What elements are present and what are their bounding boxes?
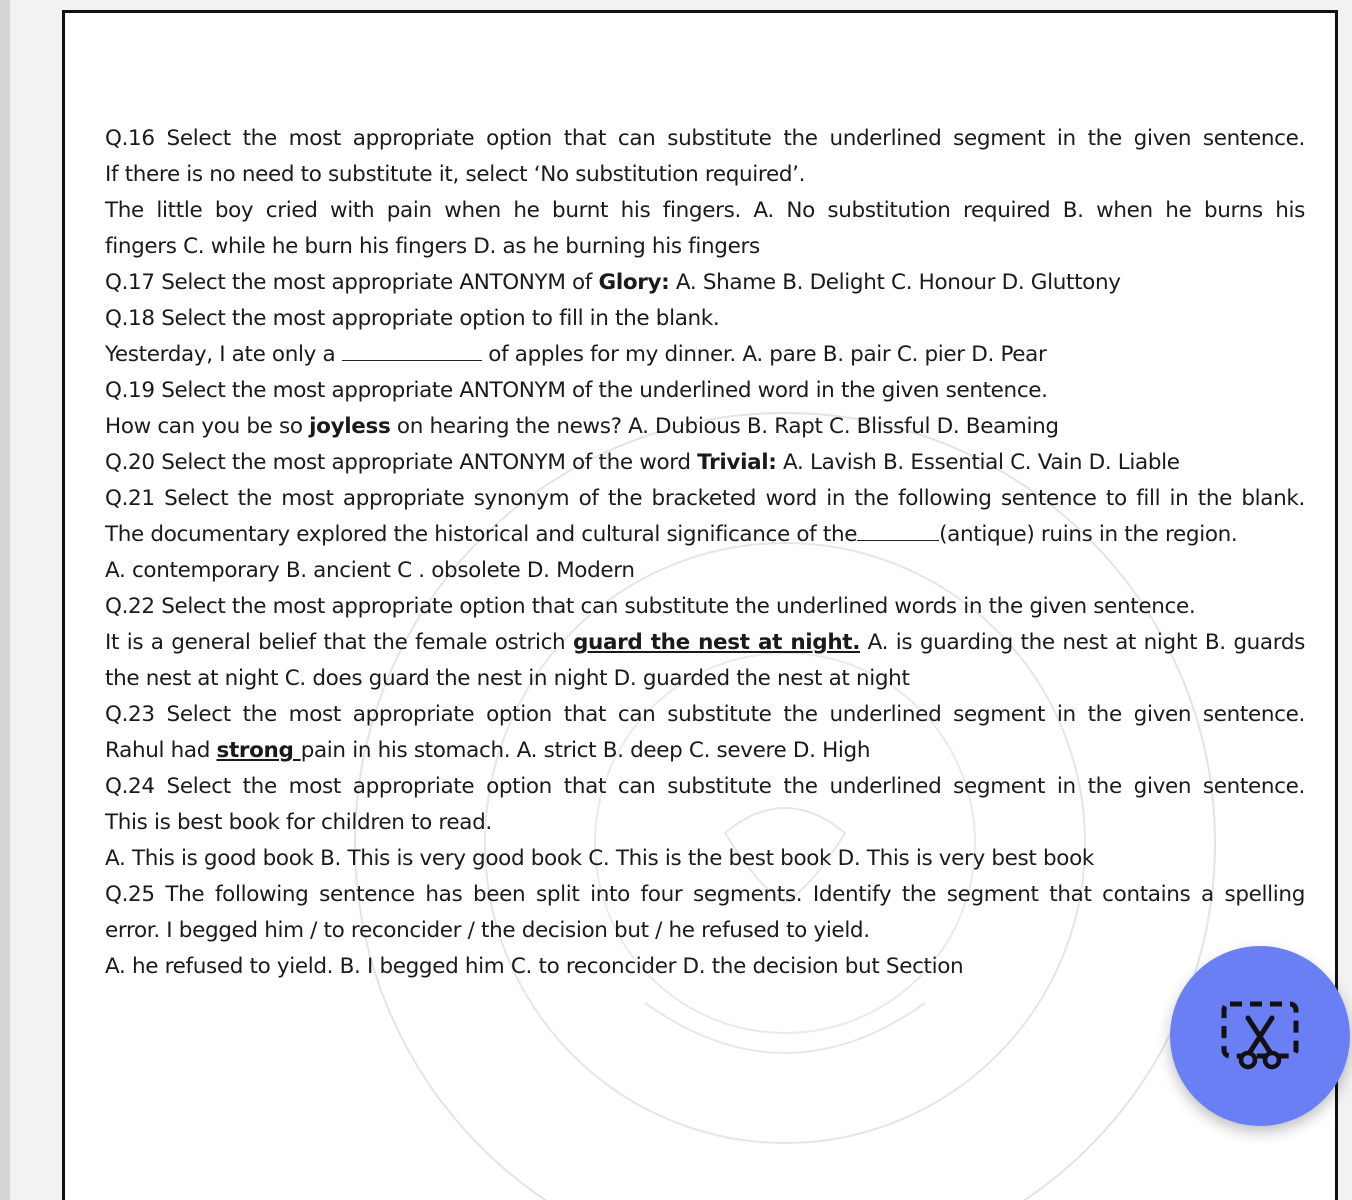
q21-line-1: Q.21 Select the most appropriate synonym of the bracketed word in the following sentence to fill in the blank. (105, 486, 1305, 511)
q16-line-4: fingers C. while he burn his fingers D. as he burning his fingers (105, 234, 760, 259)
q16-line-2: If there is no need to substitute it, select ‘No substitution required’. (105, 162, 806, 187)
q21-suffix: (antique) ruins in the region. (939, 522, 1238, 547)
q21-line-3: A. contemporary B. ancient C . obsolete D. Modern (105, 558, 635, 583)
q22-line-2 (105, 625, 1305, 661)
q24-line-1: Q.24 Select the most appropriate option that can substitute the underlined segment in the given sentence. (105, 774, 1305, 799)
viewer-gutter (0, 0, 10, 1200)
question-list (105, 121, 1305, 985)
q23-line-1: Q.23 Select the most appropriate option that can substitute the underlined segment in the given sentence. (105, 702, 1305, 727)
q18-prefix: Yesterday, I ate only a (105, 342, 342, 367)
q21-prefix: The documentary explored the historical and cultural significance of the (105, 522, 858, 547)
q17-options: A. Shame B. Delight C. Honour D. Gluttony (669, 270, 1121, 295)
q22-underlined-segment: guard the nest at night. (572, 630, 861, 655)
q20-keyword: Trivial: (697, 450, 777, 475)
q16-line-1: Q.16 Select the most appropriate option that can substitute the underlined segment in the given sentence. (105, 126, 1305, 151)
q24-line-2: This is best book for children to read. (105, 810, 492, 835)
q19-prefix: How can you be so (105, 414, 310, 439)
q20-line (105, 445, 1305, 481)
document-page[interactable] (62, 10, 1338, 1200)
q25-line-1: Q.25 The following sentence has been split into four segments. Identify the segment that contains a spelling (105, 882, 1305, 907)
q22-prefix: It is a general belief that the female ostrich (105, 630, 573, 655)
q18-line-2 (105, 337, 1305, 373)
q21-blank (857, 522, 939, 541)
q16-line-3: The little boy cried with pain when he burnt his fingers. A. No substitution required B. when he burns his (105, 198, 1305, 223)
q23-underlined-segment: strong (216, 738, 301, 763)
q18-line-1: Q.18 Select the most appropriate option to fill in the blank. (105, 306, 720, 331)
snip-tool-button[interactable] (1170, 946, 1350, 1126)
q17-prefix: Q.17 Select the most appropriate ANTONYM of (105, 270, 599, 295)
scissors-select-icon (1218, 998, 1302, 1074)
q20-options: A. Lavish B. Essential C. Vain D. Liable (776, 450, 1180, 475)
q20-prefix: Q.20 Select the most appropriate ANTONYM of the word (105, 450, 698, 475)
q23-line-2 (105, 733, 1305, 769)
q22-line-3: the nest at night C. does guard the nest in night D. guarded the nest at night (105, 666, 910, 691)
q21-line-2 (105, 517, 1305, 553)
q23-options: pain in his stomach. A. strict B. deep C. severe D. High (300, 738, 871, 763)
q18-blank (342, 342, 482, 361)
q22-line-1: Q.22 Select the most appropriate option that can substitute the underlined words in the given sentence. (105, 594, 1196, 619)
q17-line (105, 265, 1305, 301)
q18-options: of apples for my dinner. A. pare B. pair C. pier D. Pear (481, 342, 1047, 367)
q25-line-2: error. I begged him / to reconcider / the decision but / he refused to yield. (105, 918, 870, 943)
q19-options: on hearing the news? A. Dubious B. Rapt C. Blissful D. Beaming (390, 414, 1059, 439)
q19-line-2 (105, 409, 1305, 445)
q24-line-3: A. This is good book B. This is very good book C. This is the best book D. This is very best book (105, 846, 1094, 871)
q25-line-3: A. he refused to yield. B. I begged him C. to reconcider D. the decision but Section (105, 954, 964, 979)
q22-options: A. is guarding the nest at night B. guards (860, 630, 1306, 655)
q19-line-1: Q.19 Select the most appropriate ANTONYM of the underlined word in the given sentence. (105, 378, 1048, 403)
q17-keyword: Glory: (598, 270, 670, 295)
q23-prefix: Rahul had (105, 738, 217, 763)
q19-keyword: joyless (309, 414, 391, 439)
